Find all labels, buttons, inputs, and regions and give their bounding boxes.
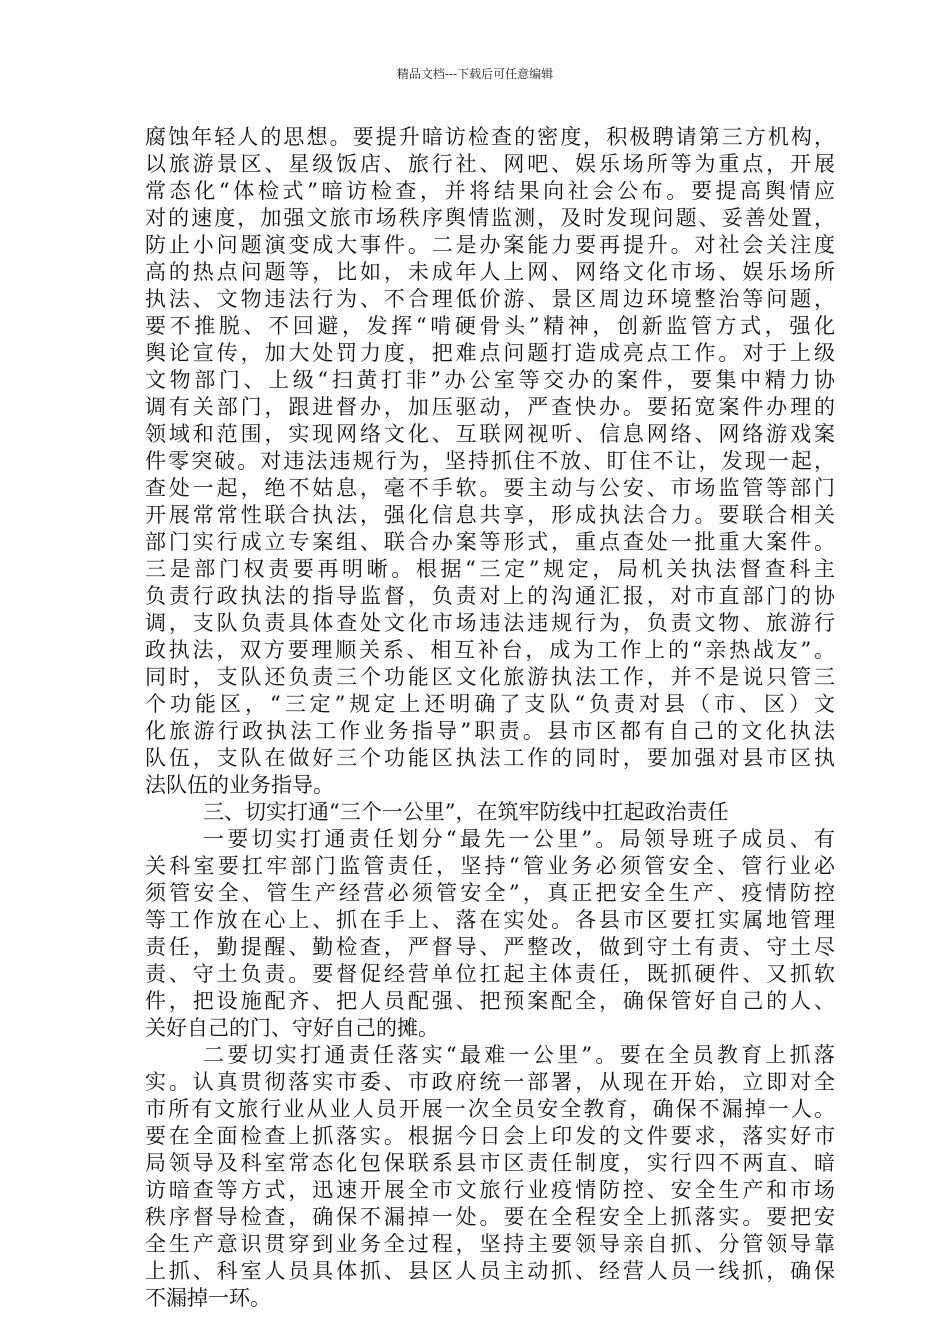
text-line: 访暗查等方式，迅速开展全市文旅行业疫情防控、安全生产和市场 <box>145 1178 835 1202</box>
text-line: 责、守土负责。要督促经营单位扛起主体责任，既抓硬件、又抓软 <box>145 962 835 986</box>
text-line: 查处一起，绝不姑息，毫不手软。要主动与公安、市场监管等部门 <box>145 476 835 500</box>
text-line: 市所有文旅行业从业人员开展一次全员安全教育，确保不漏掉一人。 <box>145 1097 835 1121</box>
text-line: 高的热点问题等，比如，未成年人上网、网络文化市场、娱乐场所 <box>145 260 835 284</box>
text-line: 队伍，支队在做好三个功能区执法工作的同时，要加强对县市区执 <box>145 746 835 770</box>
text-line: 负责行政执法的指导监督，负责对上的沟通汇报，对市直部门的协 <box>145 584 835 608</box>
text-line: 对的速度，加强文旅市场秩序舆情监测，及时发现问题、妥善处置， <box>145 206 835 230</box>
text-line: 秩序督导检查，确保不漏掉一处。要在全程安全上抓落实。要把安 <box>145 1205 835 1229</box>
text-line: 防止小问题演变成大事件。二是办案能力要再提升。对社会关注度 <box>145 233 835 257</box>
text-line: 须管安全、管生产经营必须管安全”，真正把安全生产、疫情防控 <box>145 881 835 905</box>
text-line: 法队伍的业务指导。 <box>145 773 334 797</box>
text-line: 责任，勤提醒、勤检查，严督导、严整改，做到守土有责、守土尽 <box>145 935 835 959</box>
text-line: 领域和范围，实现网络文化、互联网视听、信息网络、网络游戏案 <box>145 422 835 446</box>
text-line: 化旅游行政执法工作业务指导”职责。县市区都有自己的文化执法 <box>145 719 835 743</box>
text-line: 一要切实打通责任划分“最先一公里”。局领导班子成员、有 <box>203 827 835 851</box>
text-line: 要在全面检查上抓落实。根据今日会上印发的文件要求，落实好市 <box>145 1124 835 1148</box>
text-line: 实。认真贯彻落实市委、市政府统一部署，从现在开始，立即对全 <box>145 1070 835 1094</box>
text-line: 调，支队负责具体查处文化市场违法违规行为，负责文物、旅游行 <box>145 611 835 635</box>
text-line: 政执法，双方要理顺关系、相互补台，成为工作上的“亲热战友”。 <box>145 638 835 662</box>
text-line: 等工作放在心上、抓在手上、落在实处。各县市区要扛实属地管理 <box>145 908 835 932</box>
text-line: 以旅游景区、星级饭店、旅行社、网吧、娱乐场所等为重点，开展 <box>145 152 835 176</box>
text-line: 舆论宣传，加大处罚力度，把难点问题打造成亮点工作。对于上级 <box>145 341 835 365</box>
text-line: 局领导及科室常态化包保联系县市区责任制度，实行四不两直、暗 <box>145 1151 835 1175</box>
text-line: 不漏掉一环。 <box>145 1286 271 1310</box>
text-line: 三、切实打通“三个一公里”，在筑牢防线中扛起政治责任 <box>203 800 729 824</box>
text-line: 关科室要扛牢部门监管责任，坚持“管业务必须管安全、管行业必 <box>145 854 835 878</box>
page-header: 精品文档---下载后可任意编辑 <box>396 67 554 81</box>
text-line: 上抓、科室人员具体抓、县区人员主动抓、经营人员一线抓，确保 <box>145 1259 835 1283</box>
text-line: 关好自己的门、守好自己的摊。 <box>145 1016 439 1040</box>
text-line: 部门实行成立专案组、联合办案等形式，重点查处一批重大案件。 <box>145 530 835 554</box>
section-heading <box>145 799 835 826</box>
text-line: 开展常常性联合执法，强化信息共享，形成执法合力。要联合相关 <box>145 503 835 527</box>
text-line: 常态化“体检式”暗访检查，并将结果向社会公布。要提高舆情应 <box>145 179 835 203</box>
text-line: 全生产意识贯穿到业务全过程，坚持主要领导亲自抓、分管领导靠 <box>145 1232 835 1256</box>
paragraph <box>145 1042 835 1312</box>
paragraph <box>145 826 835 1042</box>
text-line: 文物部门、上级“扫黄打非”办公室等交办的案件，要集中精力协 <box>145 368 835 392</box>
text-line: 三是部门权责要再明晰。根据“三定”规定，局机关执法督查科主 <box>145 557 835 581</box>
text-line: 同时，支队还负责三个功能区文化旅游执法工作，并不是说只管三 <box>145 665 835 689</box>
text-line: 件，把设施配齐、把人员配强、把预案配全，确保管好自己的人、 <box>145 989 835 1013</box>
text-line: 要不推脱、不回避，发挥“啃硬骨头”精神，创新监管方式，强化 <box>145 314 835 338</box>
text-line: 二要切实打通责任落实“最难一公里”。要在全员教育上抓落 <box>203 1043 835 1067</box>
text-line: 件零突破。对违法违规行为，坚持抓住不放、盯住不让，发现一起， <box>145 449 835 473</box>
text-line: 调有关部门，跟进督办，加压驱动，严查快办。要拓宽案件办理的 <box>145 395 835 419</box>
text-line: 个功能区，“三定”规定上还明确了支队“负责对县（市、区）文 <box>145 692 835 716</box>
document-body <box>145 124 835 1312</box>
text-line: 腐蚀年轻人的思想。要提升暗访检查的密度，积极聘请第三方机构， <box>145 125 835 149</box>
paragraph <box>145 124 835 799</box>
text-line: 执法、文物违法行为、不合理低价游、景区周边环境整治等问题， <box>145 287 835 311</box>
